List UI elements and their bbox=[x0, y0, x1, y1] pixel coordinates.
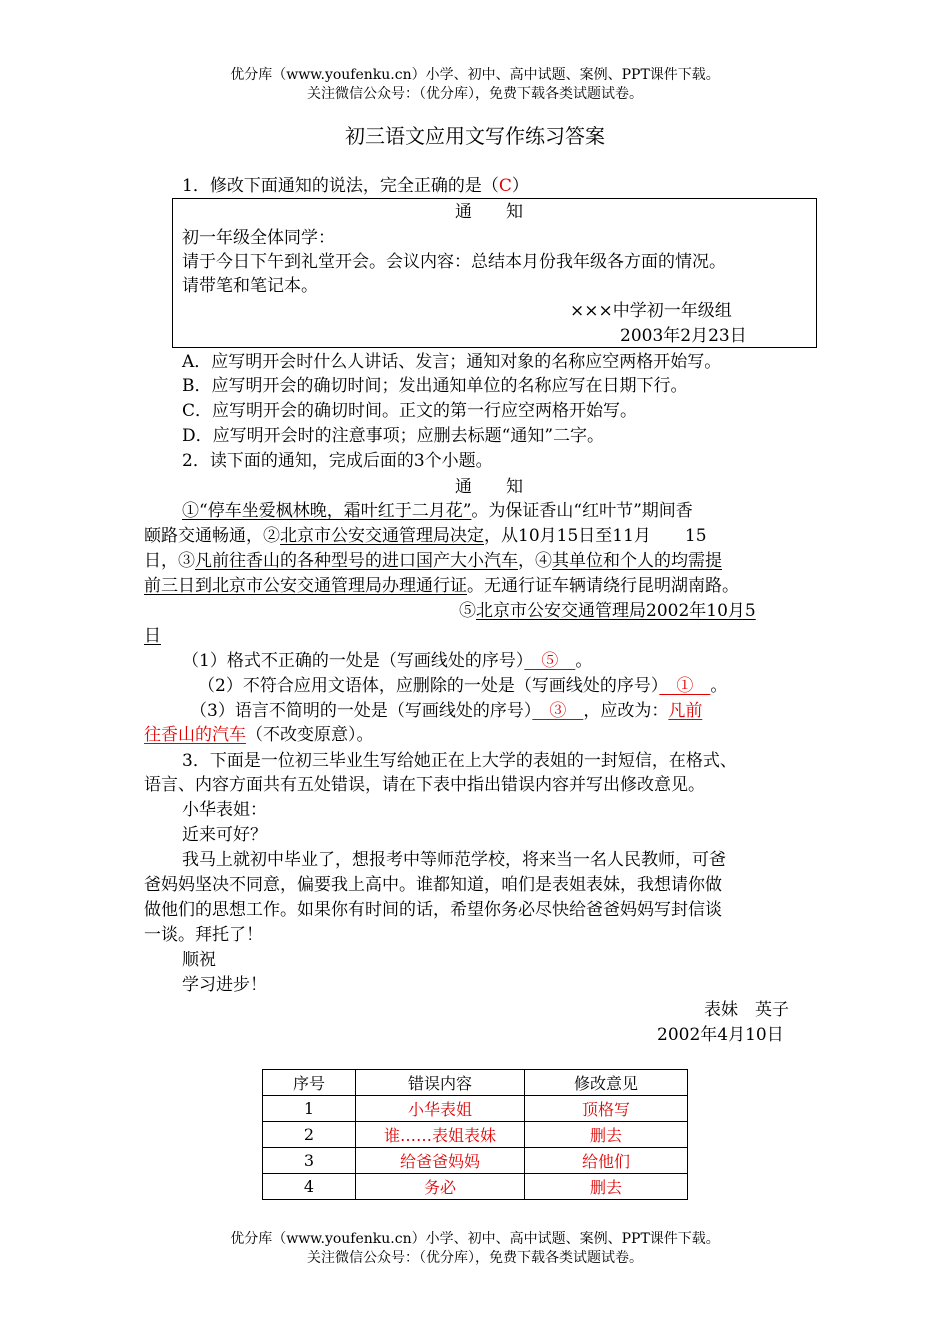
q3-letter-greeting: 近来可好？ bbox=[182, 825, 267, 845]
q1-notice-body-2: 请带笔和笔记本。 bbox=[182, 276, 318, 296]
q2-notice-line-5 bbox=[459, 600, 756, 622]
q2-line-3-text-a: 日，③ bbox=[144, 551, 195, 571]
q2-sub-1-text: （1）格式不正确的一处是（写画线处的序号） bbox=[182, 651, 525, 671]
q2-sub-2-answer: ① bbox=[659, 676, 711, 696]
footer-line-2: 关注微信公众号：（优分库），免费下载各类试题试卷。 bbox=[307, 1250, 643, 1266]
table-row bbox=[263, 1174, 688, 1200]
q3-letter-salutation: 小华表姐： bbox=[182, 800, 267, 820]
q3-letter-p1: 我马上就初中毕业了，想报考中等师范学校，将来当一名人民教师，可爸 bbox=[182, 850, 726, 870]
page-title: 初三语文应用文写作练习答案 bbox=[345, 124, 605, 148]
q1-stem-suffix: ） bbox=[511, 176, 529, 196]
q1-stem bbox=[182, 175, 529, 197]
q1-notice-date: 2003年2月23日 bbox=[620, 326, 747, 346]
q2-line-2-text-b: ，从10月15日至11月 15 bbox=[484, 526, 707, 546]
q3-stem-2: 语言、内容方面共有五处错误，请在下表中指出错误内容并写出修改意见。 bbox=[144, 775, 705, 795]
q2-sub-3-cont bbox=[144, 724, 374, 746]
table-cell-fix: 给他们 bbox=[525, 1148, 688, 1174]
q3-letter-signer: 表妹 英子 bbox=[704, 1000, 789, 1020]
table-cell-fix: 删去 bbox=[525, 1174, 688, 1200]
q2-line-3-text-b: ，④ bbox=[518, 551, 552, 571]
table-cell-index: 1 bbox=[263, 1096, 356, 1122]
table-header: 错误内容 bbox=[356, 1070, 525, 1096]
table-header: 修改意见 bbox=[525, 1070, 688, 1096]
table-cell-error: 小华表姐 bbox=[356, 1096, 525, 1122]
q2-sub-1 bbox=[182, 650, 592, 672]
table-cell-index: 2 bbox=[263, 1122, 356, 1148]
q3-letter-p3: 做他们的思想工作。如果你有时间的话，希望你务必尽快给爸爸妈妈写封信谈 bbox=[144, 900, 722, 920]
q2-notice-title: 通 知 bbox=[455, 477, 523, 497]
q1-answer: C bbox=[498, 176, 512, 196]
q3-letter-p4: 一谈。拜托了！ bbox=[144, 925, 263, 945]
q2-sub-3-text: （3）语言不简明的一处是（写画线处的序号） bbox=[190, 701, 533, 721]
q3-letter-closing-1: 顺祝 bbox=[182, 950, 216, 970]
footer-line-1: 优分库（www.youfenku.cn）小学、初中、高中试题、案例、PPT课件下载。 bbox=[230, 1231, 720, 1247]
q2-underline-1: ①“停车坐爱枫林晚，霜叶红于二月花” bbox=[182, 501, 472, 521]
table-cell-error: 给爸爸妈妈 bbox=[356, 1148, 525, 1174]
q2-sub-3-end: （不改变原意）。 bbox=[246, 725, 374, 745]
table-cell-index: 4 bbox=[263, 1174, 356, 1200]
q2-sub-1-end: 。 bbox=[575, 651, 593, 671]
q2-underline-2: 北京市公安交通管理局决定 bbox=[280, 526, 484, 546]
q3-letter-p2: 爸妈妈坚决不同意，偏要我上高中。谁都知道，咱们是表姐表妹，我想请你做 bbox=[144, 875, 722, 895]
q2-sub-3-mid: ，应改为： bbox=[583, 701, 669, 721]
q2-sub-1-answer: ⑤ bbox=[524, 651, 576, 671]
q1-option-c: C．应写明开会的确切时间。正文的第一行应空两格开始写。 bbox=[182, 401, 638, 421]
q2-underline-3: 凡前往香山的各种型号的进口国产大小汽车 bbox=[195, 551, 518, 571]
table-header: 序号 bbox=[263, 1070, 356, 1096]
table-cell-fix: 删去 bbox=[525, 1122, 688, 1148]
q2-underline-4b: 前三日到北京市公安交通管理局办理通行证 bbox=[144, 576, 467, 596]
q2-notice-line-1 bbox=[182, 500, 693, 522]
q3-stem-1: 3．下面是一位初三毕业生写给她正在上大学的表姐的一封短信，在格式、 bbox=[182, 751, 737, 771]
table-row bbox=[263, 1096, 688, 1122]
q1-notice-title: 通 知 bbox=[455, 202, 523, 222]
q2-sub-3 bbox=[190, 700, 702, 722]
q2-underline-5a: 北京市公安交通管理局2002年10月5 bbox=[476, 601, 756, 621]
header-line-1: 优分库（www.youfenku.cn）小学、初中、高中试题、案例、PPT课件下载。 bbox=[230, 67, 720, 83]
q1-option-a: A．应写明开会时什么人讲话、发言；通知对象的名称应空两格开始写。 bbox=[182, 352, 722, 372]
table-row bbox=[263, 1148, 688, 1174]
q2-sub-3-fix-2: 往香山的汽车 bbox=[144, 725, 246, 745]
q2-sub-2-end: 。 bbox=[710, 676, 728, 696]
q2-notice-line-4 bbox=[144, 575, 739, 597]
q1-notice-body-1: 请于今日下午到礼堂开会。会议内容：总结本月份我年级各方面的情况。 bbox=[182, 252, 726, 272]
table-row bbox=[263, 1122, 688, 1148]
q2-underline-5b: 日 bbox=[144, 626, 161, 646]
table-cell-fix: 顶格写 bbox=[525, 1096, 688, 1122]
q1-stem-prefix: 1．修改下面通知的说法，完全正确的是（ bbox=[182, 176, 499, 196]
q1-option-b: B．应写明开会的确切时间；发出通知单位的名称应写在日期下行。 bbox=[182, 376, 688, 396]
q1-option-d: D．应写明开会时的注意事项；应删去标题“通知”二字。 bbox=[182, 426, 605, 446]
table-cell-error: 谁……表姐表妹 bbox=[356, 1122, 525, 1148]
q2-notice-line-6 bbox=[144, 625, 161, 647]
q2-line-4-text: 。无通行证车辆请绕行昆明湖南路。 bbox=[467, 576, 739, 596]
table-cell-error: 务必 bbox=[356, 1174, 525, 1200]
q2-line-1-text: 。为保证香山“红叶节”期间香 bbox=[471, 501, 693, 521]
q3-error-table bbox=[262, 1069, 688, 1200]
table-cell-index: 3 bbox=[263, 1148, 356, 1174]
q2-sub-3-fix-1: 凡前 bbox=[668, 701, 703, 721]
q2-sub-2 bbox=[198, 675, 727, 697]
q2-line-5-text: ⑤ bbox=[459, 601, 476, 621]
q2-sub-2-text: （2）不符合应用文语体，应删除的一处是（写画线处的序号） bbox=[198, 676, 660, 696]
q2-notice-line-3 bbox=[144, 550, 722, 572]
q1-notice-addressee: 初一年级全体同学： bbox=[182, 228, 335, 248]
q2-stem: 2．读下面的通知，完成后面的3个小题。 bbox=[182, 451, 493, 471]
table-header-row bbox=[263, 1070, 688, 1096]
q3-letter-closing-2: 学习进步！ bbox=[182, 975, 267, 995]
q3-letter-date: 2002年4月10日 bbox=[657, 1025, 784, 1045]
q2-line-2-text-a: 颐路交通畅通，② bbox=[144, 526, 280, 546]
header-line-2: 关注微信公众号：（优分库），免费下载各类试题试卷。 bbox=[307, 86, 643, 102]
q2-sub-3-answer: ③ bbox=[532, 701, 584, 721]
q1-notice-signer: ×××中学初一年级组 bbox=[570, 301, 732, 321]
q2-underline-4a: 其单位和个人的均需提 bbox=[552, 551, 722, 571]
q2-notice-line-2 bbox=[144, 525, 707, 547]
